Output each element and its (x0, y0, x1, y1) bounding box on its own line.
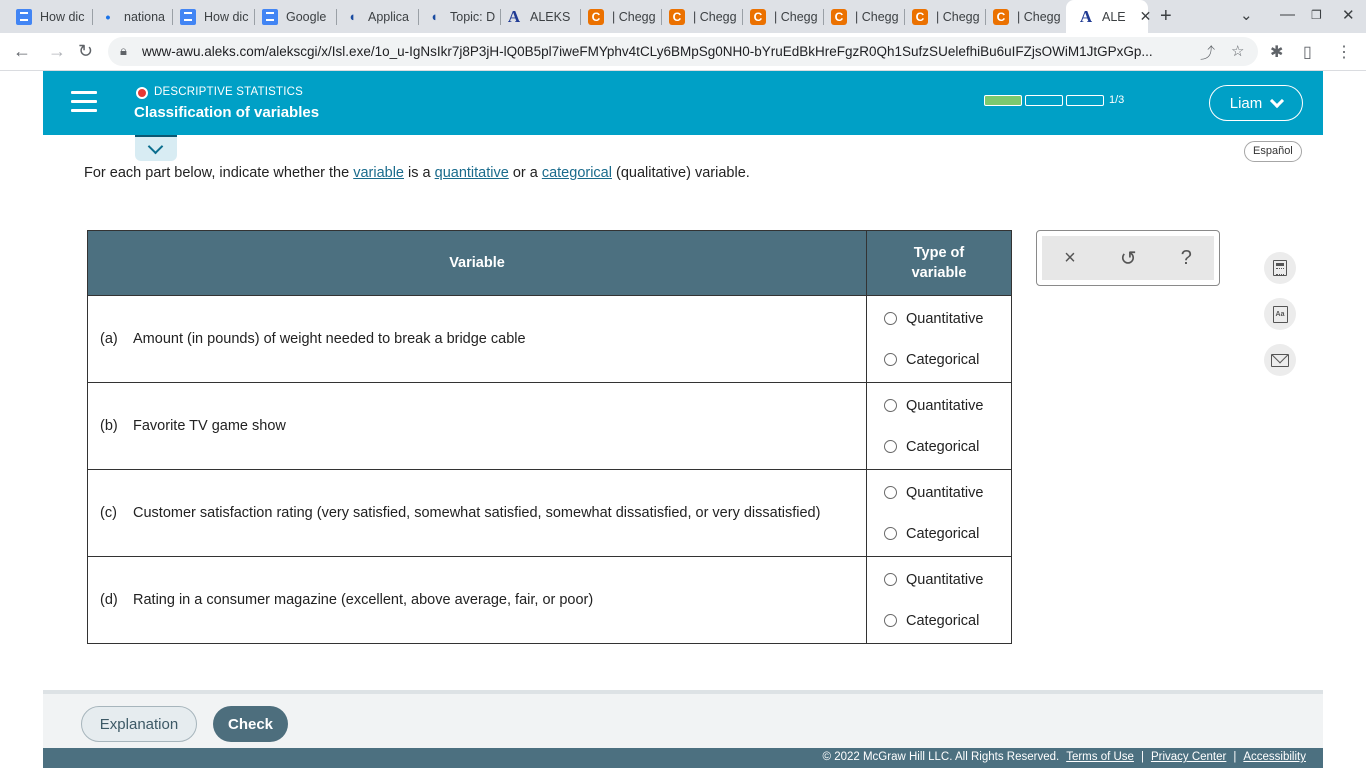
topic-title: Classification of variables (134, 104, 320, 121)
progress-segment (984, 95, 1022, 106)
forward-icon[interactable]: → (48, 41, 66, 61)
close-tab-icon[interactable]: ✕ (1139, 8, 1152, 24)
radio-button[interactable] (884, 614, 897, 627)
explanation-button[interactable]: Explanation (81, 706, 197, 742)
address-bar (0, 33, 1366, 71)
calculator-icon (1273, 260, 1287, 276)
dictionary-icon: Aa (1273, 306, 1288, 323)
footer (43, 748, 1323, 768)
undo-icon[interactable]: ↺ (1119, 247, 1137, 270)
option-categorical[interactable]: Categorical (884, 513, 1011, 554)
chegg-icon: C (993, 9, 1009, 25)
reload-icon[interactable]: ↻ (78, 41, 94, 61)
option-categorical[interactable]: Categorical (884, 339, 1011, 380)
instructions: For each part below, indicate whether the variable is a quantitative or a categorical (qualitative) variable. (84, 165, 750, 181)
progress-bar (984, 95, 1104, 106)
topic-category: DESCRIPTIVE STATISTICS (154, 86, 304, 98)
browser-tab-strip (0, 0, 1366, 33)
chegg-icon: C (912, 9, 928, 25)
chevron-down-icon (1270, 93, 1284, 107)
menu-icon[interactable] (71, 91, 97, 115)
browser-tab[interactable]: How dic (16, 4, 86, 29)
progress-segment (1066, 95, 1104, 106)
dictionary-button[interactable] (1264, 298, 1296, 330)
type-options (867, 296, 1012, 383)
variable-cell: (b) Favorite TV game show (88, 383, 867, 470)
flame-icon: ◖ (348, 9, 356, 24)
check-button[interactable]: Check (213, 706, 288, 742)
google-docs-icon (180, 9, 196, 25)
topic-status-dot (136, 87, 148, 99)
chevron-down-icon (148, 139, 164, 155)
flame-icon: ◖ (430, 9, 438, 24)
browser-tab[interactable]: How dic (180, 4, 246, 29)
chegg-icon: C (669, 9, 685, 25)
radio-button[interactable] (884, 486, 897, 499)
type-options (867, 383, 1012, 470)
option-quantitative[interactable]: Quantitative (884, 472, 1011, 513)
browser-tab-active[interactable]: A ALE ✕ (1066, 0, 1148, 33)
type-options (867, 470, 1012, 557)
categorical-link[interactable]: categorical (541, 165, 612, 181)
radio-button[interactable] (884, 399, 897, 412)
browser-tab[interactable]: ◖ Applica (344, 4, 410, 29)
chegg-icon: C (831, 9, 847, 25)
quantitative-link[interactable]: quantitative (434, 165, 509, 181)
close-window-icon[interactable]: ✕ (1342, 7, 1355, 24)
radio-button[interactable] (884, 573, 897, 586)
language-button[interactable]: Español (1244, 141, 1302, 162)
chegg-icon: C (750, 9, 766, 25)
variable-cell: (c) Customer satisfaction rating (very satisfied, somewhat satisfied, somewhat dissatisfied, or very dissatisfied) (88, 470, 867, 557)
question-table (87, 230, 1012, 644)
progress-segment (1025, 95, 1063, 106)
copyright: © 2022 McGraw Hill LLC. All Rights Reserved. (822, 751, 1060, 763)
radio-button[interactable] (884, 440, 897, 453)
browser-tab[interactable]: C | Chegg (750, 4, 816, 29)
variable-link[interactable]: variable (353, 165, 404, 181)
table-row (88, 557, 1012, 644)
minimize-icon[interactable]: — (1280, 6, 1295, 23)
expand-header-button[interactable] (135, 135, 177, 161)
column-header-type: Type of variable (867, 231, 1012, 296)
tab-search-icon[interactable]: ⌄ (1240, 7, 1253, 24)
aleks-icon: A (1079, 6, 1093, 26)
side-panel-icon[interactable]: ▯ (1303, 44, 1312, 61)
url-field[interactable]: 🔒︎ www-awu.aleks.com/alekscgi/x/Isl.exe/1o_u-IgNsIkr7j8P3jH-lQ0B5pl7iweFMYphv4tCLy6BMpSg0NH0-bYruEdBkHreFgzR0Qh1SufzSUelefhiBu6uIFZjsOWiM1JtGPxGp... ⤴ ☆ (108, 37, 1258, 66)
new-tab-icon[interactable]: + (1160, 5, 1172, 27)
option-quantitative[interactable]: Quantitative (884, 298, 1011, 339)
dot-icon: • (105, 8, 111, 25)
radio-button[interactable] (884, 353, 897, 366)
radio-button[interactable] (884, 527, 897, 540)
google-docs-icon (16, 9, 32, 25)
footer-separator: | (1233, 751, 1237, 763)
browser-tab[interactable]: C | Chegg (669, 4, 735, 29)
user-menu-button[interactable]: Liam (1209, 85, 1303, 121)
browser-tab[interactable]: C | Chegg (831, 4, 897, 29)
menu-dots-icon[interactable]: ⋮ (1336, 44, 1352, 61)
back-icon[interactable]: ← (13, 41, 31, 61)
extensions-icon[interactable]: ✱ (1270, 44, 1284, 61)
google-docs-icon (262, 9, 278, 25)
restore-icon[interactable]: ❐ (1311, 8, 1322, 22)
terms-link[interactable]: Terms of Use (1066, 751, 1134, 763)
action-bar (43, 690, 1323, 748)
aleks-icon: A (507, 6, 521, 26)
topic-header (43, 71, 1323, 135)
message-button[interactable] (1264, 344, 1296, 376)
option-categorical[interactable]: Categorical (884, 426, 1011, 467)
browser-tab[interactable]: • nationa (100, 4, 166, 29)
share-icon[interactable]: ⤴ (1200, 45, 1216, 62)
chegg-icon: C (588, 9, 604, 25)
option-quantitative[interactable]: Quantitative (884, 559, 1011, 600)
table-row (88, 296, 1012, 383)
clear-icon[interactable]: × (1064, 246, 1076, 269)
variable-cell: (d) Rating in a consumer magazine (excellent, above average, fair, or poor) (88, 557, 867, 644)
calculator-button[interactable] (1264, 252, 1296, 284)
type-options (867, 557, 1012, 644)
browser-tab[interactable]: C | Chegg (588, 4, 654, 29)
column-header-variable: Variable (88, 231, 867, 296)
privacy-link[interactable]: Privacy Center (1150, 751, 1227, 763)
browser-tab[interactable]: A ALEKS (507, 6, 571, 26)
browser-tab[interactable]: C | Chegg (912, 4, 978, 29)
table-row (88, 470, 1012, 557)
browser-tab[interactable]: Google (262, 4, 328, 29)
answer-toolbox (1036, 230, 1220, 286)
radio-button[interactable] (884, 312, 897, 325)
option-quantitative[interactable]: Quantitative (884, 385, 1011, 426)
variable-cell: (a) Amount (in pounds) of weight needed to break a bridge cable (88, 296, 867, 383)
accessibility-link[interactable]: Accessibility (1243, 751, 1306, 763)
aleks-page (43, 71, 1323, 768)
option-categorical[interactable]: Categorical (884, 600, 1011, 641)
browser-tab[interactable]: ◖ Topic: D (426, 4, 494, 29)
bookmark-star-icon[interactable]: ☆ (1231, 43, 1245, 60)
browser-tab[interactable]: C | Chegg (993, 4, 1059, 29)
mail-icon (1271, 354, 1289, 367)
table-row (88, 383, 1012, 470)
footer-separator: | (1140, 751, 1144, 763)
help-icon[interactable]: ? (1180, 246, 1192, 269)
progress-count: 1/3 (1109, 94, 1125, 106)
lock-icon: 🔒︎ (120, 43, 127, 58)
